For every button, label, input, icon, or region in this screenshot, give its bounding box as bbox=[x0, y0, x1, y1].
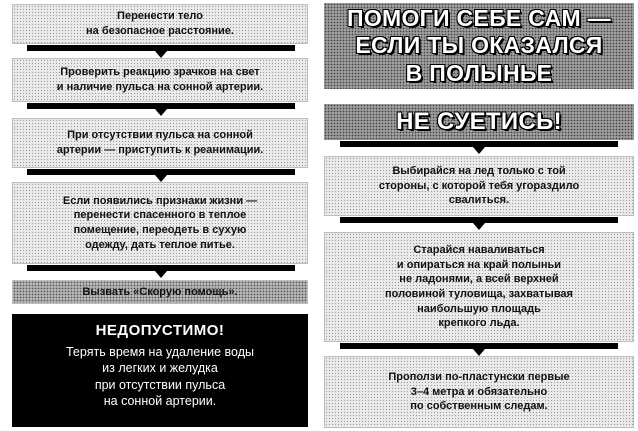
tip-lean-on-ice-text: Старайся наваливаться и опираться на край полыньи не ладонями, а всей верхней половиной туловища, захватывая наибольшую площадь крепкого льда. bbox=[385, 244, 573, 330]
step-check-pulse bbox=[12, 58, 308, 102]
connector-arrow-1 bbox=[155, 51, 167, 58]
step-reanimation-text: При отсутствии пульса на сонной артерии — приступить к реанимации. bbox=[56, 129, 264, 156]
warning-text: Терять время на удаление воды из легких и желудка при отсутствии пульса на сонной артерии. bbox=[66, 345, 254, 408]
connector-arrow-4 bbox=[155, 271, 167, 278]
call-ambulance-text: Вызвать «Скорую помощь». bbox=[82, 285, 238, 298]
warning-box bbox=[12, 314, 308, 427]
tip-crawl-text: Проползи по-пластунски первые 3–4 метра и обязательно по собственным следам. bbox=[388, 371, 570, 413]
step-warm-up bbox=[12, 182, 308, 264]
rescue-yourself-title: ПОМОГИ СЕБЕ САМ — ЕСЛИ ТЫ ОКАЗАЛСЯ В ПОЛЫНЬЕ bbox=[324, 3, 634, 89]
tip-lean-on-ice bbox=[324, 232, 634, 342]
dont-panic-heading: НЕ СУЕТИСЬ! bbox=[324, 104, 634, 140]
tip-get-out bbox=[324, 156, 634, 216]
step-check-pulse-text: Проверить реакцию зрачков на свет и наличие пульса на сонной артерии. bbox=[56, 66, 264, 93]
connector-arrow-5 bbox=[473, 147, 485, 154]
step-reanimation bbox=[12, 118, 308, 168]
tip-crawl bbox=[324, 356, 634, 428]
call-ambulance bbox=[12, 280, 308, 304]
step-move-body bbox=[12, 4, 308, 44]
step-warm-up-text: Если появились признаки жизни — перенести спасенного в теплое помещение, переодеть в сухую одежду, дать теплое питье. bbox=[62, 194, 258, 251]
connector-arrow-6 bbox=[473, 223, 485, 230]
warning-title: НЕДОПУСТИМО! bbox=[95, 322, 225, 339]
connector-arrow-7 bbox=[473, 349, 485, 356]
step-move-body-text: Перенести тело на безопасное расстояние. bbox=[86, 10, 234, 37]
connector-arrow-2 bbox=[155, 109, 167, 116]
connector-arrow-3 bbox=[155, 175, 167, 182]
tip-get-out-text: Выбирайся на лед только с той стороны, с которой тебя угораздило свалиться. bbox=[378, 165, 580, 207]
